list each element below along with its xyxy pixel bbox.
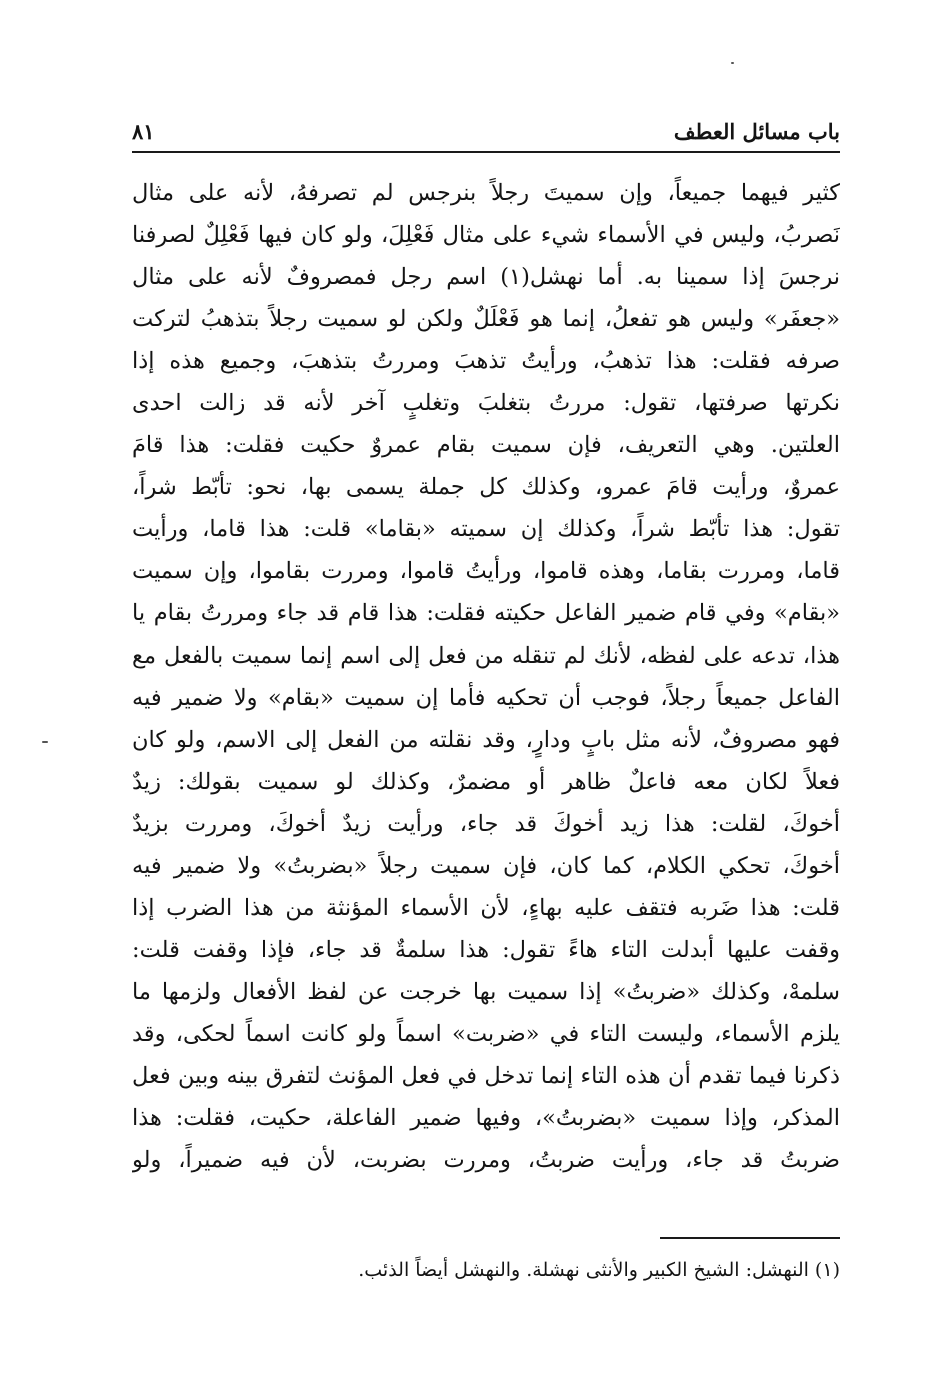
text-line: أخوكَ، تحكي الكلام، كما كان، فإن سميت رجلاً «بضربتُ» ولا ضمير فيه [132, 852, 840, 879]
text-line: عمروٌ، ورأيت قامَ عمرو، وكذلك كل جملة يسمى بها، نحو: تأبّط شراً، [132, 474, 840, 501]
text-line: نرجسَ إذا سمينا به. أما نهشل(١) اسم رجل فمصروفٌ لأنه على مثال [132, 264, 840, 291]
text-line: الفاعل جميعاً رجلاً، فوجب أن تحكيه فأما إن سميت «بقام» ولا ضمير فيه [132, 684, 840, 711]
text-line: أخوكَ، لقلت: هذا زيد أخوكَ قد جاء، ورأيت زيدٌ أخوكَ، ومررت بزيدٌ [132, 810, 840, 837]
text-line: فهو مصروفٌ، لأنه مثل بابٍ ودارٍ، وقد نقلته من الفعل إلى الاسم، ولو كان [132, 726, 840, 753]
text-line: صرفه فقلت: هذا تذهبُ، ورأيتُ تذهبَ ومررتُ بتذهبَ، وجميع هذه إذا [132, 348, 840, 375]
text-line: ذكرنا فيما تقدم أن هذه التاء إنما تدخل في فعل المؤنث لتفرق بينه وبين فعل [132, 1062, 840, 1089]
text-line: هذا، تدعه على لفظه، لأنك لم تنقله من فعل إلى اسم إنما سميت بالفعل مع [132, 642, 840, 669]
text-line: نَصربُ، وليس في الأسماء شيء على مثال فَعْلِلَ، ولو كان فيها فَعْلِلٌ لصرفنا [132, 222, 840, 249]
body-text [132, 172, 840, 1181]
text-line: العلتين. وهي التعريف، فإن سميت بقام عمروٌ حكيت فقلت: هذا قامَ [132, 432, 840, 459]
scan-speck [731, 62, 734, 64]
text-line: يلزم الأسماء، وليست التاء في «ضربت» اسماً ولو كانت اسماً لحكى، وقد [132, 1020, 840, 1047]
page-number: ٨١ [132, 119, 155, 144]
text-line: قلت: هذا ضَربه فتقف عليه بهاءٍ، لأن الأسماء المؤنثة من هذا الضرب إذا [132, 894, 840, 921]
text-line: تقول: هذا تأبّط شراً، وكذلك إن سميته «بقاما» قلت: هذا قاما، ورأيت [132, 516, 840, 543]
running-header [132, 112, 840, 152]
text-line: قاما، ومررت بقاما، وهذه قاموا، ورأيتُ قاموا، ومررت بقاموا، وإن سميت [132, 558, 840, 585]
text-line: «جعفَر» وليس هو تفعلُ، إنما هو فَعْلَلٌ ولكن لو سميت رجلاً بتذهبُ لتركت [132, 306, 840, 333]
text-line: فعلاً لكان معه فاعلٌ ظاهر أو مضمرٌ، وكذلك لو سميت بقولك: زيدٌ [132, 768, 840, 795]
footnote: (١) النهشل: الشيخ الكبير والأنثى نهشلة. والنهشل أيضاً الذئب. [358, 1259, 840, 1281]
text-line: «بقام» وفي قام ضمير الفاعل حكيته فقلت: هذا قام قد جاء ومررتُ بقام يا [132, 600, 840, 627]
text-line: المذكر، وإذا سميت «بضربتُ»، وفيها ضمير الفاعلة، حكيت، فقلت: هذا [132, 1105, 840, 1132]
text-line: كثير فيهما جميعاً، وإن سميتَ رجلاً بنرجس لم تصرفهُ، لأنه على مثال [132, 180, 840, 206]
text-line: ضربتُ قد جاء، ورأيت ضربتُ، ومررت بضربت، لأن فيه ضميراً، ولو [132, 1147, 840, 1174]
footnote-rule [660, 1237, 840, 1239]
scan-speck [42, 741, 48, 743]
text-line: سلمهْ، وكذلك «ضربتُ» إذا سميت بها خرجت عن لفظ الأفعال ولزمها ما [132, 978, 840, 1005]
chapter-title: باب مسائل العطف [673, 119, 840, 144]
header-rule [132, 151, 840, 153]
text-line: وقفت عليها أبدلت التاء هاءً تقول: هذا سلمةٌ قد جاء، فإذا وقفت قلت: [132, 936, 840, 963]
text-line: نكرتها صرفتها، تقول: مررتُ بتغلبَ وتغلبٍ آخر لأنه قد زالت احدى [132, 390, 840, 417]
